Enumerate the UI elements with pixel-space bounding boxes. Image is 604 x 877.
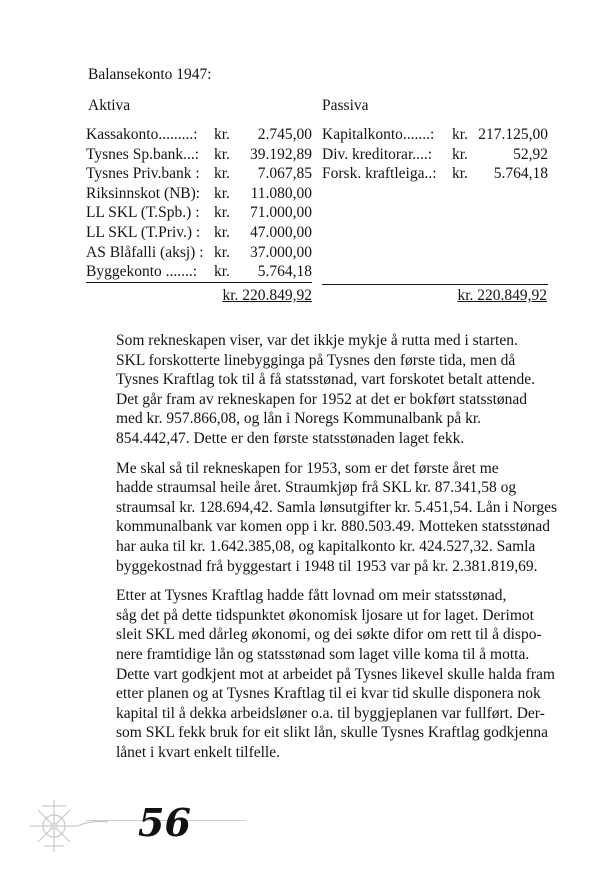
text-line: Dette vart godkjent mot at arbeidet på Tysnes likevel skulle halda fram — [116, 665, 555, 683]
account-label: Tysnes Priv.bank : — [86, 165, 200, 183]
ledger-row — [86, 243, 312, 263]
account-label: LL SKL (T.Spb.) : — [86, 204, 200, 222]
account-amount: 52,92 — [513, 145, 548, 163]
account-amount: 2.745,00 — [257, 126, 312, 143]
balance-heading: Balansekonto 1947: — [88, 66, 212, 83]
text-line: Det går fram av rekneskapen for 1952 at det er bokført statsstønad — [116, 390, 528, 408]
account-label: Riksinnskot (NB): — [86, 184, 201, 202]
ledger-row — [86, 145, 312, 165]
currency-label: kr. — [452, 145, 468, 163]
passiva-ledger — [322, 125, 548, 184]
account-label: AS Blåfalli (aksj) : — [86, 243, 204, 261]
account-label: Forsk. kraftleiga..: — [322, 165, 437, 183]
text-line: straumsal kr. 128.694,42. Samla lønsutgifter kr. 5.451,54. Lån i Norges — [116, 498, 557, 516]
account-label: Div. kreditorar....: — [322, 145, 433, 163]
currency-label: kr. — [214, 263, 230, 281]
text-line: Etter at Tysnes Kraftlag hadde fått lovnad om meir statsstønad, — [116, 587, 507, 605]
text-line: Me skal så til rekneskapen for 1953, som er det første året me — [116, 459, 499, 477]
ledger-row — [86, 164, 312, 184]
account-amount: 11.080,00 — [250, 184, 312, 202]
aktiva-heading: Aktiva — [88, 97, 131, 114]
passiva-heading: Passiva — [322, 97, 369, 114]
text-line: SKL forskotterte linebygginga på Tysnes den første tida, men då — [116, 351, 516, 369]
account-amount: 5.764,18 — [493, 165, 548, 183]
paragraph — [86, 586, 555, 762]
text-line: Tysnes Kraftlag tok til å få statsstønad, vart forskotet betalt attende. — [116, 371, 536, 389]
text-line: nere framtidige lån og statsstønad som laget ville koma til å motta. — [116, 645, 530, 663]
text-line: har auka til kr. 1.642.385,08, og kapitalkonto kr. 424.527,32. Samla — [116, 537, 536, 555]
text-line: som SKL fekk bruk for eit slikt lån, skulle Tysnes Kraftlag godkjenna — [116, 724, 548, 742]
text-line: 854.442,47. Dette er den første statsstønaden laget fekk. — [116, 429, 465, 447]
ledger-row — [322, 125, 548, 145]
text-line: sleit SKL med dårleg økonomi, og dei søkte difor om rett til å dispo- — [116, 626, 542, 644]
account-amount: 217.125,00 — [478, 126, 548, 143]
text-line: lånet i kvart enkelt tilfelle. — [116, 743, 280, 761]
aktiva-total: kr. 220.849,92 — [222, 287, 312, 304]
paragraph — [86, 459, 557, 577]
ledger-row — [322, 145, 548, 165]
body-text — [86, 331, 557, 772]
text-line: såg det på dette tidspunktet økonomisk ljosare ut for laget. Derimot — [116, 606, 534, 624]
account-amount: 5.764,18 — [257, 263, 312, 281]
account-label: Kassakonto.........: — [86, 126, 198, 143]
currency-label: kr. — [214, 243, 230, 261]
account-label: Kapitalkonto.......: — [322, 126, 435, 143]
text-line: hadde straumsal heile året. Straumkjøp frå SKL kr. 87.341,58 og — [116, 479, 517, 497]
text-line: kommunalbank var komen opp i kr. 880.503.49. Motteken statsstønad — [116, 518, 550, 536]
page-number: 56 — [138, 800, 191, 845]
currency-label: kr. — [214, 165, 230, 183]
currency-label: kr. — [214, 223, 230, 241]
account-amount: 47.000,00 — [250, 223, 312, 241]
currency-label: kr. — [214, 184, 230, 202]
account-label: Tysnes Sp.bank...: — [86, 145, 200, 163]
account-amount: 71.000,00 — [250, 204, 312, 222]
account-amount: 7.067,85 — [257, 165, 312, 183]
text-line: Som rekneskapen viser, var det ikkje mykje å rutta med i starten. — [116, 332, 518, 349]
account-amount: 37.000,00 — [250, 243, 312, 261]
text-line: byggekostnad frå byggestart i 1948 til 1953 var på kr. 2.381.819,69. — [116, 557, 538, 575]
passiva-total: kr. 220.849,92 — [457, 287, 547, 304]
account-amount: 39.192,89 — [250, 145, 312, 163]
text-line: etter planen og at Tysnes Kraftlag til ei kvar tid skulle disponera nok — [116, 685, 541, 703]
currency-label: kr. — [214, 126, 230, 143]
account-label: LL SKL (T.Priv.) : — [86, 223, 201, 241]
powerline-emblem-icon — [20, 796, 110, 856]
currency-label: kr. — [214, 204, 230, 222]
ledger-row — [86, 184, 312, 204]
currency-label: kr. — [452, 126, 468, 143]
ledger-row — [86, 125, 312, 145]
currency-label: kr. — [214, 145, 230, 163]
account-label: Byggekonto .......: — [86, 263, 198, 281]
ledger-row — [86, 223, 312, 243]
ledger-row — [86, 203, 312, 223]
text-line: med kr. 957.866,08, og lån i Noregs Kommunalbank på kr. — [116, 410, 482, 428]
aktiva-ledger — [86, 125, 312, 283]
text-line: kapital til å dekka arbeidsløner o.a. til byggjeplanen var fullført. Der- — [116, 704, 545, 722]
paragraph — [86, 331, 548, 449]
ledger-row — [86, 262, 312, 283]
ledger-row — [322, 164, 548, 184]
passiva-total-rule — [322, 284, 548, 285]
currency-label: kr. — [452, 165, 468, 183]
